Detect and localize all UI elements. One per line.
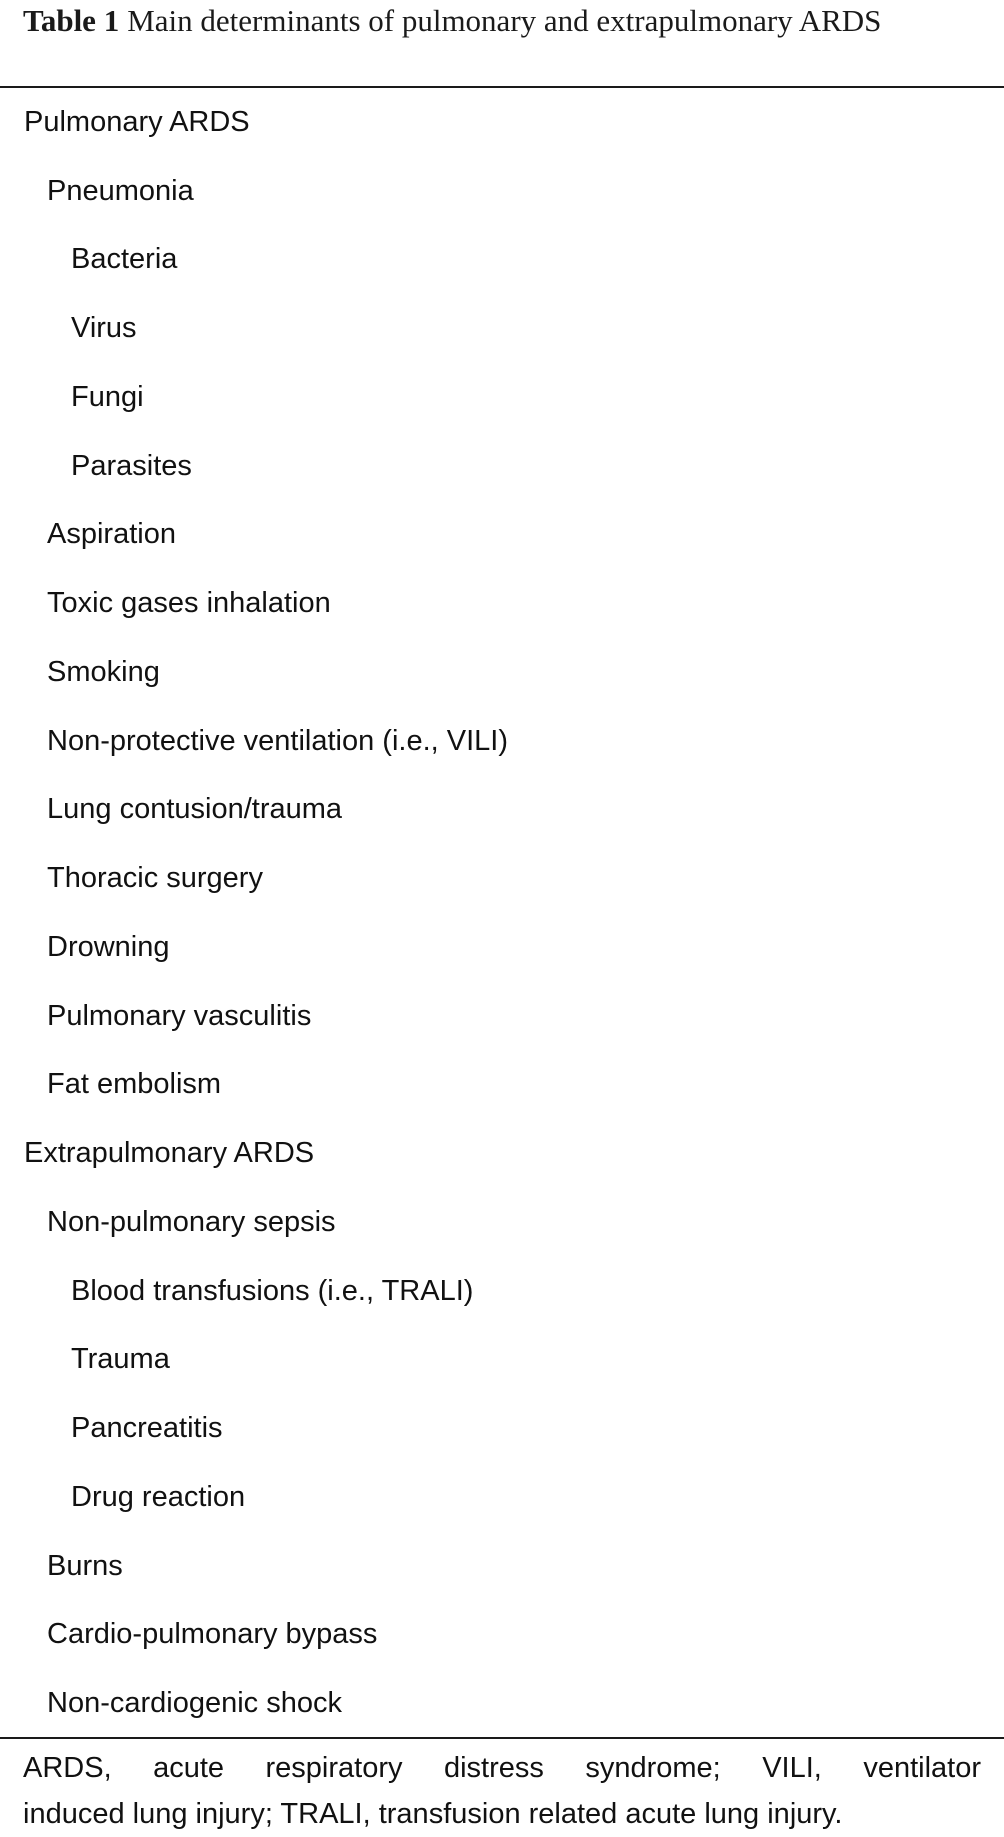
row-text: Aspiration — [47, 518, 176, 551]
table-row — [0, 157, 1004, 226]
row-text: Lung contusion/trauma — [47, 793, 343, 826]
row-text: Drowning — [47, 930, 170, 963]
table-row — [0, 1326, 1004, 1395]
table-row — [0, 1119, 1004, 1188]
row-text: Fungi — [71, 380, 144, 413]
row-text: Virus — [71, 312, 137, 345]
table-title: Main determinants of pulmonary and extrapulmonary ARDS — [127, 3, 882, 38]
determinants-list — [0, 88, 1004, 1738]
table-row — [0, 982, 1004, 1051]
table-caption — [23, 0, 981, 42]
row-text: Parasites — [71, 449, 192, 482]
row-text: Cardio-pulmonary bypass — [47, 1618, 378, 1651]
row-text: Pneumonia — [47, 174, 194, 207]
table-row — [0, 226, 1004, 295]
row-text: Drug reaction — [71, 1480, 246, 1513]
row-text: Fat embolism — [47, 1068, 222, 1101]
row-text: Thoracic surgery — [47, 862, 263, 895]
row-text: Blood transfusions (i.e., TRALI) — [71, 1274, 474, 1307]
table-row — [0, 707, 1004, 776]
table-row — [0, 1463, 1004, 1532]
table-row — [0, 1188, 1004, 1257]
bottom-rule — [0, 1737, 1004, 1739]
row-text: Trauma — [71, 1343, 170, 1376]
table-row — [0, 1669, 1004, 1738]
table-row — [0, 1257, 1004, 1326]
table-row — [0, 844, 1004, 913]
row-text: Non-cardiogenic shock — [47, 1687, 342, 1720]
row-text: Extrapulmonary ARDS — [24, 1137, 315, 1170]
table-label: Table 1 — [23, 3, 120, 38]
table-row — [0, 1394, 1004, 1463]
row-text: Pulmonary ARDS — [24, 105, 250, 138]
footnote-line: ARDS, acute respiratory distress syndrome; VILI, ventilator — [23, 1752, 981, 1784]
row-text: Burns — [47, 1549, 123, 1582]
row-text: Bacteria — [71, 243, 178, 276]
row-text: Non-protective ventilation (i.e., VILI) — [47, 724, 508, 757]
row-text: Pancreatitis — [71, 1412, 223, 1445]
table-footnote — [23, 1745, 981, 1837]
table-row — [0, 913, 1004, 982]
row-text: Smoking — [47, 655, 160, 688]
table-row — [0, 1051, 1004, 1120]
table-row — [0, 569, 1004, 638]
table-row — [0, 363, 1004, 432]
row-text: Toxic gases inhalation — [47, 587, 331, 620]
table-row — [0, 638, 1004, 707]
table-row — [0, 501, 1004, 570]
table-row — [0, 1532, 1004, 1601]
footnote-line: induced lung injury; TRALI, transfusion related acute lung injury. — [23, 1798, 843, 1830]
row-text: Non-pulmonary sepsis — [47, 1205, 336, 1238]
table-row — [0, 294, 1004, 363]
table-row — [0, 88, 1004, 157]
table-row — [0, 776, 1004, 845]
table-row — [0, 432, 1004, 501]
row-text: Pulmonary vasculitis — [47, 999, 312, 1032]
table-row — [0, 1601, 1004, 1670]
